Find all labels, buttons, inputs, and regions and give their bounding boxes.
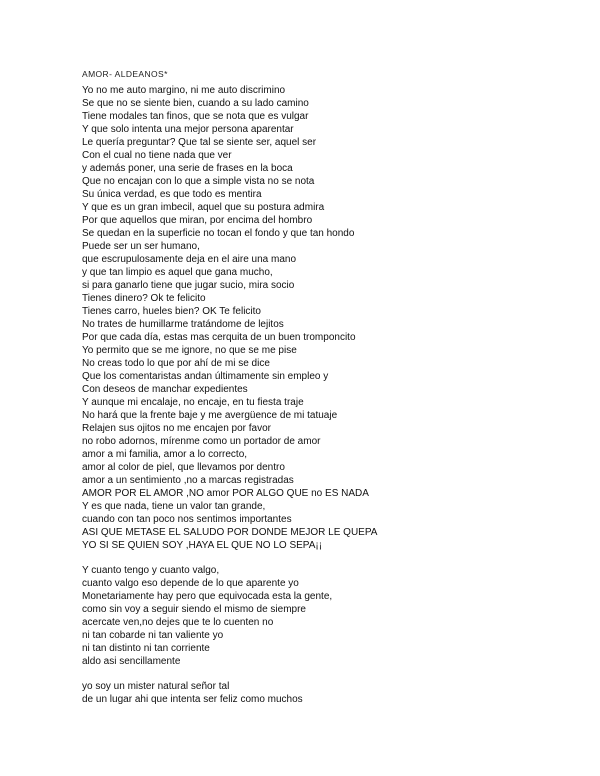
lyric-line: amor a mi familia, amor a lo correcto, bbox=[82, 449, 248, 460]
lyric-line: No hará que la frente baje y me avergüence de mi tatuaje bbox=[82, 410, 338, 421]
lyric-line: Yo no me auto margino, ni me auto discrimino bbox=[82, 85, 286, 96]
lyric-line: y que tan limpio es aquel que gana mucho, bbox=[82, 267, 273, 278]
lyric-line: no robo adornos, mírenme como un portador de amor bbox=[82, 436, 321, 447]
lyric-line: cuando con tan poco nos sentimos importantes bbox=[82, 514, 292, 525]
lyric-line: Y cuanto tengo y cuanto valgo, bbox=[82, 565, 220, 576]
lyric-line: Puede ser un ser humano, bbox=[82, 241, 200, 252]
lyric-line: de un lugar ahi que intenta ser feliz como muchos bbox=[82, 694, 303, 705]
lyric-line: ASI QUE METASE EL SALUDO POR DONDE MEJOR LE QUEPA bbox=[82, 527, 378, 538]
lyric-line: Yo permito que se me ignore, no que se me pise bbox=[82, 345, 297, 356]
lyric-line: Se que no se siente bien, cuando a su lado camino bbox=[82, 98, 309, 109]
lyric-line: yo soy un mister natural señor tal bbox=[82, 681, 230, 692]
lyric-line: como sin voy a seguir siendo el mismo de siempre bbox=[82, 604, 306, 615]
lyric-line: Por que aquellos que miran, por encima del hombro bbox=[82, 215, 313, 226]
lyric-line: ni tan cobarde ni tan valiente yo bbox=[82, 630, 224, 641]
lyric-line: Le quería preguntar? Que tal se siente ser, aquel ser bbox=[82, 137, 317, 148]
lyric-line: Y que es un gran imbecil, aquel que su postura admira bbox=[82, 202, 325, 213]
lyric-line: Y que solo intenta una mejor persona aparentar bbox=[82, 124, 294, 135]
lyric-line: Y aunque mi encalaje, no encaje, en tu fiesta traje bbox=[82, 397, 304, 408]
lyric-line: YO SI SE QUIEN SOY ,HAYA EL QUE NO LO SEPA¡¡ bbox=[82, 540, 323, 551]
lyric-line: No creas todo lo que por ahí de mi se dice bbox=[82, 358, 270, 369]
lyric-line: Tiene modales tan finos, que se nota que es vulgar bbox=[82, 111, 309, 122]
lyric-line: amor al color de piel, que llevamos por dentro bbox=[82, 462, 285, 473]
lyric-line: No trates de humillarme tratándome de lejitos bbox=[82, 319, 284, 330]
lyric-line: Con deseos de manchar expedientes bbox=[82, 384, 248, 395]
lyric-line: Tienes dinero? Ok te felicito bbox=[82, 293, 206, 304]
lyric-line: aldo asi sencillamente bbox=[82, 656, 181, 667]
lyric-line: Por que cada día, estas mas cerquita de un buen tromponcito bbox=[82, 332, 356, 343]
stanza-2 bbox=[82, 564, 332, 668]
song-title: AMOR- ALDEANOS* bbox=[82, 69, 168, 79]
lyric-line: Que los comentaristas andan últimamente sin empleo y bbox=[82, 371, 329, 382]
lyric-line: cuanto valgo eso depende de lo que aparente yo bbox=[82, 578, 299, 589]
lyric-line: Que no encajan con lo que a simple vista no se nota bbox=[82, 176, 315, 187]
lyric-line: si para ganarlo tiene que jugar sucio, mira socio bbox=[82, 280, 295, 291]
lyric-line: Con el cual no tiene nada que ver bbox=[82, 150, 232, 161]
lyric-line: Se quedan en la superficie no tocan el fondo y que tan hondo bbox=[82, 228, 355, 239]
lyric-line: amor a un sentimiento ,no a marcas registradas bbox=[82, 475, 294, 486]
lyric-line: ni tan distinto ni tan corriente bbox=[82, 643, 210, 654]
lyric-line: Su única verdad, es que todo es mentira bbox=[82, 189, 262, 200]
lyric-line: AMOR POR EL AMOR ,NO amor POR ALGO QUE no ES NADA bbox=[82, 488, 369, 499]
lyric-line: Monetariamente hay pero que equivocada esta la gente, bbox=[82, 591, 333, 602]
lyric-line: acercate ven,no dejes que te lo cuenten no bbox=[82, 617, 274, 628]
stanza-1 bbox=[82, 84, 377, 552]
lyric-line: Relajen sus ojitos no me encajen por favor bbox=[82, 423, 271, 434]
lyric-line: Tienes carro, hueles bien? OK Te felicito bbox=[82, 306, 261, 317]
lyric-line: que escrupulosamente deja en el aire una mano bbox=[82, 254, 297, 265]
lyric-line: y además poner, una serie de frases en la boca bbox=[82, 163, 293, 174]
stanza-3 bbox=[82, 680, 303, 706]
lyric-line: Y es que nada, tiene un valor tan grande, bbox=[82, 501, 266, 512]
